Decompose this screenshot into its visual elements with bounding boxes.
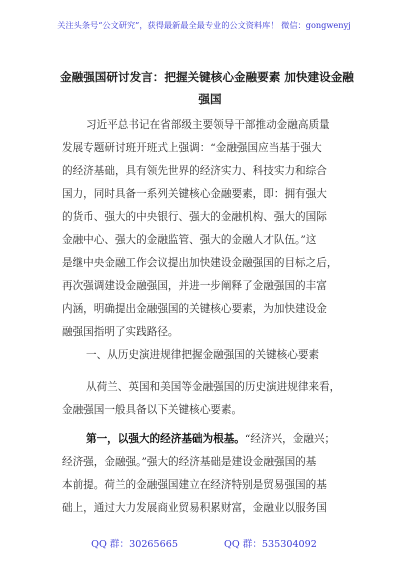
text-line: 础上，通过大力发展商业贸易积累财富，金融业以服务国 (62, 502, 327, 514)
text-line: 国力，同时具备一系列关键核心金融要素，即：拥有强大 (62, 188, 327, 200)
footer-contacts (0, 536, 408, 550)
text-line: 习近平总书记在省部级主要领导干部推动金融高质量 (86, 119, 330, 131)
qq-group-2: QQ 群：535304092 (223, 539, 317, 550)
title-line-1: 金融强国研讨发言：把握关键核心金融要素 加快建设金融 (60, 70, 354, 84)
bold-lead: 第一，以强大的经济基础为根基。 (86, 433, 245, 445)
text-line: 再次强调建设金融强国，并进一步阐释了金融强国的丰富 (62, 280, 327, 292)
text-line: 本前提。荷兰的金融强国建立在经济特别是贸易强国的基 (62, 479, 327, 491)
paragraph-2 (62, 376, 354, 422)
text-line: 是继中央金融工作会议提出加快建设金融强国的目标之后， (62, 257, 338, 269)
text-line: 金融强国一般具备以下关键核心要素。 (62, 404, 243, 416)
text-line: 的货币、强大的中央银行、强大的金融机构、强大的国际 (62, 211, 327, 223)
text-line: 内涵，明确提出金融强国的关键核心要素，为加快建设金 (62, 303, 327, 315)
document-title (60, 66, 360, 110)
text-line (62, 428, 354, 451)
text-line: 的经济基础，具有领先世界的经济实力、科技实力和综合 (62, 165, 327, 177)
lead-rest: “经济兴，金融兴； (244, 433, 336, 445)
text-line: 经济强，金融强。”强大的经济基础是建设金融强国的基 (62, 456, 317, 468)
header-note: 关注头条号“公文研究”，获得最新最全最专业的公文资料库！ 微信：gongwenyj (57, 20, 351, 30)
text-line: 发展专题研讨班开班式上强调：“金融强国应当基于强大 (62, 142, 322, 154)
paragraph-1 (62, 114, 354, 344)
paragraph-3 (62, 428, 354, 520)
text-line: 金融中心、强大的金融监管、强大的金融人才队伍。”这 (62, 234, 317, 246)
section-heading-text: 一、从历史演进规律把握金融强国的关键核心要素 (86, 349, 320, 361)
text-line: 从荷兰、英国和美国等金融强国的历史演进规律来看， (86, 381, 341, 393)
text-line: 融强国指明了实践路径。 (62, 326, 179, 338)
section-heading-1 (62, 344, 354, 367)
qq-group-1: QQ 群：30265665 (91, 539, 178, 550)
title-line-2: 强国 (198, 92, 222, 106)
